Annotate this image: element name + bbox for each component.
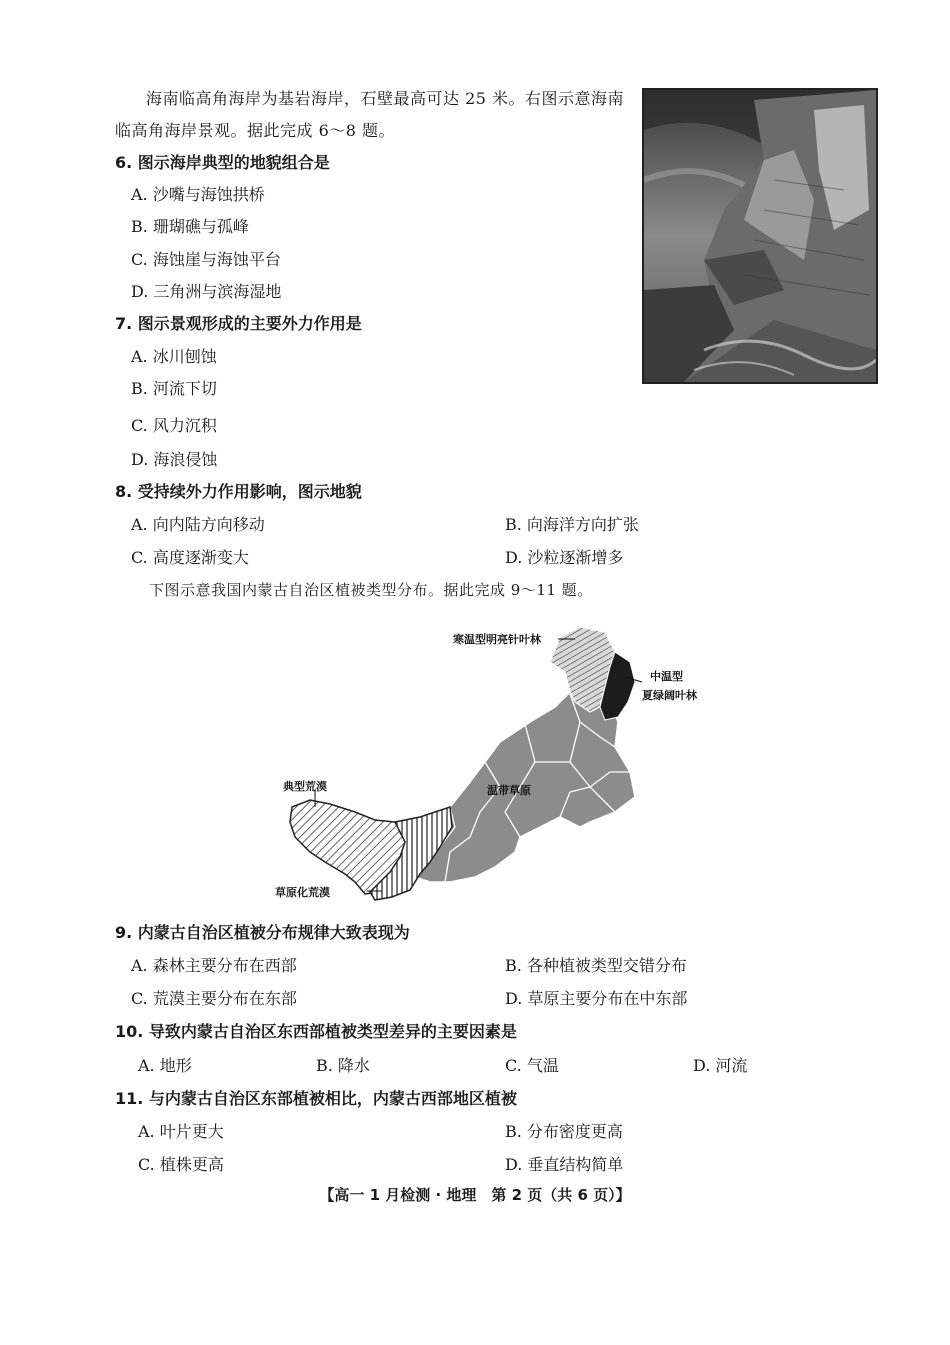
q11-option-a: A. 叶片更大 (138, 1122, 224, 1141)
page-footer: 【高一 1 月检测 · 地理 第 2 页（共 6 页）】 (319, 1186, 631, 1204)
label-steppe-desert: 草原化荒漠 (275, 886, 330, 899)
q8-option-b: B. 向海洋方向扩张 (505, 515, 639, 534)
q6-option-b: B. 珊瑚礁与孤峰 (131, 217, 249, 236)
coast-cliff-photo (642, 88, 878, 384)
q6-option-d: D. 三角洲与滨海湿地 (131, 282, 282, 301)
q7-option-a: A. 冰川刨蚀 (131, 347, 217, 366)
question-7-stem: 7. 图示景观形成的主要外力作用是 (115, 314, 362, 333)
intro-line-2: 临高角海岸景观。据此完成 6～8 题。 (115, 121, 396, 140)
q6-option-a: A. 沙嘴与海蚀拱桥 (131, 185, 265, 204)
q9-option-d: D. 草原主要分布在中东部 (505, 989, 688, 1008)
label-steppe: 温带草原 (487, 784, 531, 797)
label-typical-desert: 典型荒漠 (283, 780, 327, 793)
q7-option-d: D. 海浪侵蚀 (131, 450, 218, 469)
intro-line-1: 海南临高角海岸为基岩海岸，石壁最高可达 25 米。右图示意海南 (146, 89, 625, 108)
intro-2: 下图示意我国内蒙古自治区植被类型分布。据此完成 9～11 题。 (149, 581, 593, 599)
q8-option-a: A. 向内陆方向移动 (131, 515, 265, 534)
question-6-stem: 6. 图示海岸典型的地貌组合是 (115, 153, 330, 172)
q11-option-c: C. 植株更高 (138, 1155, 224, 1174)
q8-option-c: C. 高度逐渐变大 (131, 548, 249, 567)
q10-option-d: D. 河流 (693, 1056, 748, 1075)
question-11-stem: 11. 与内蒙古自治区东部植被相比，内蒙古西部地区植被 (115, 1089, 517, 1108)
question-8-stem: 8. 受持续外力作用影响，图示地貌 (115, 482, 362, 501)
q10-option-a: A. 地形 (138, 1056, 192, 1075)
q7-option-b: B. 河流下切 (131, 379, 217, 398)
q9-option-b: B. 各种植被类型交错分布 (505, 956, 687, 975)
inner-mongolia-vegetation-map (270, 612, 730, 912)
q11-option-b: B. 分布密度更高 (505, 1122, 623, 1141)
q6-option-c: C. 海蚀崖与海蚀平台 (131, 250, 281, 269)
q9-option-c: C. 荒漠主要分布在东部 (131, 989, 297, 1008)
label-cold-conifer-forest: 寒温型明亮针叶林 (453, 633, 541, 646)
question-10-stem: 10. 导致内蒙古自治区东西部植被类型差异的主要因素是 (115, 1022, 517, 1041)
label-deciduous-forest: 夏绿阔叶林 (642, 689, 697, 702)
label-mid-temperate: 中温型 (650, 670, 683, 683)
q7-option-c: C. 风力沉积 (131, 416, 217, 435)
q10-option-b: B. 降水 (316, 1056, 370, 1075)
q9-option-a: A. 森林主要分布在西部 (131, 956, 297, 975)
q8-option-d: D. 沙粒逐渐增多 (505, 548, 624, 567)
question-9-stem: 9. 内蒙古自治区植被分布规律大致表现为 (115, 923, 410, 942)
q11-option-d: D. 垂直结构简单 (505, 1155, 624, 1174)
q10-option-c: C. 气温 (505, 1056, 559, 1075)
